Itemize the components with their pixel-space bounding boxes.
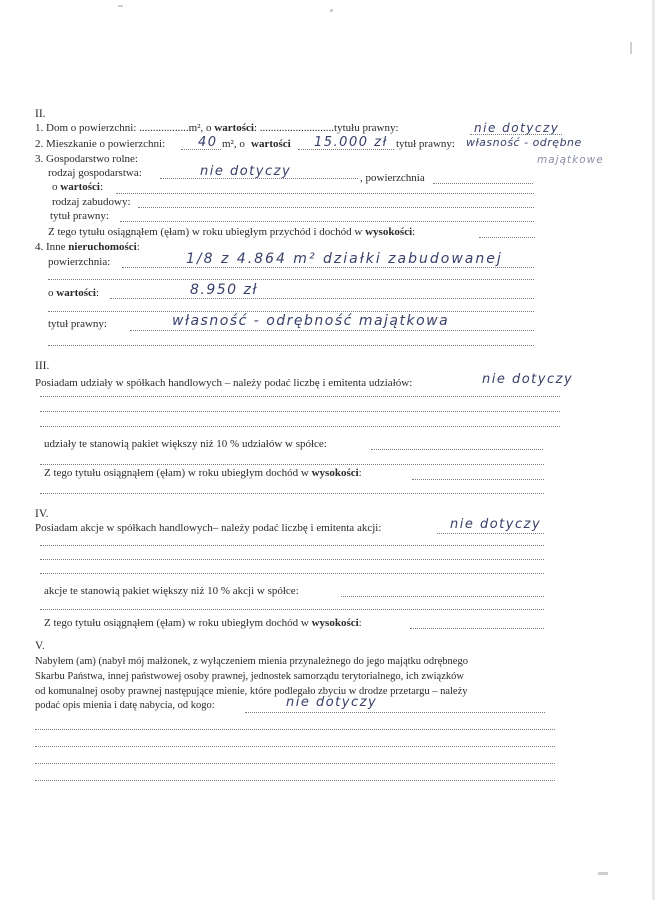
mieszkanie-value-label: wartości — [251, 138, 291, 150]
section-ii-heading: II. — [35, 108, 46, 120]
inne-tytul-value: własność - odrębność majątkowa — [172, 313, 450, 329]
udzialy-wysokosci-label: wysokości — [311, 467, 359, 479]
inne-wartosci-row: o wartości: — [48, 287, 100, 299]
inne-nieruchomosci-label: nieruchomości — [68, 241, 137, 253]
mienie-dots — [245, 712, 545, 713]
mieszkanie-title-handwritten-2: majątkowe — [537, 154, 604, 166]
gospodarstwo-dochod-row: Z tego tytułu osiągnąłem (ęłam) w roku ubiegłym przychód i dochód w wysokości: — [48, 226, 416, 238]
gospodarstwo-powierzchnia-label: , powierzchnia — [360, 172, 425, 184]
gospodarstwo-tytul-label: tytuł prawny: — [50, 210, 109, 222]
gospodarstwo-zabudowa-label: rodzaj zabudowy: — [52, 196, 131, 208]
gospodarstwo-wysokosci-label: wysokości — [365, 226, 413, 238]
udzialy-dochod-dots-2 — [40, 493, 544, 494]
inne-powierzchnia-dots — [122, 267, 534, 268]
inne-o: o — [48, 287, 54, 299]
akcje-pakiet-dots-2 — [40, 609, 544, 610]
udzialy-pakiet-dots-2 — [40, 464, 544, 465]
gospodarstwo-tytul-dots — [120, 221, 534, 222]
section-iv-heading: IV. — [35, 508, 49, 520]
mienie-value: nie dotyczy — [286, 695, 378, 710]
scan-speck — [118, 5, 123, 7]
inne-blank-dots-3 — [48, 345, 534, 346]
udzialy-pakiet-dots — [371, 449, 543, 450]
gospodarstwo-rodzaj-label: rodzaj gospodarstwa: — [48, 167, 142, 179]
mieszkanie-label: 2. Mieszkanie o powierzchni: — [35, 138, 166, 150]
dom-value-label: wartości — [214, 122, 254, 134]
akcje-dots-1 — [40, 545, 544, 546]
akcje-value: nie dotyczy — [450, 517, 542, 532]
scan-speck — [330, 9, 333, 12]
mienie-dots-3 — [35, 763, 555, 764]
akcje-dots-2 — [40, 559, 544, 560]
inne-row: 4. Inne nieruchomości: — [35, 241, 140, 253]
udzialy-dots-1 — [40, 396, 560, 397]
inne-blank-dots-2 — [48, 311, 534, 312]
akcje-dots — [437, 533, 544, 534]
gospodarstwo-dochod-dots — [479, 237, 535, 238]
gospodarstwo-o: o — [52, 181, 58, 193]
dom-tail: : ...........................tytułu prawny: — [254, 122, 399, 134]
dom-title-handwritten: nie dotyczy — [474, 121, 560, 135]
akcje-dochod-label: Z tego tytułu osiągnąłem (ęłam) w roku ubiegłym dochód w — [44, 617, 309, 629]
udzialy-dots-2 — [40, 411, 560, 412]
udzialy-dochod-label: Z tego tytułu osiągnąłem (ęłam) w roku ubiegłym dochód w — [44, 467, 309, 479]
inne-tytul-dots — [130, 330, 534, 331]
akcje-label: Posiadam akcje w spółkach handlowych– należy podać liczbę i emitenta akcji: — [35, 522, 382, 534]
mienie-dots-2 — [35, 746, 555, 747]
mieszkanie-area-value: 40 — [198, 135, 218, 150]
gospodarstwo-zabudowa-dots — [138, 207, 534, 208]
mienie-line-1: Nabyłem (am) (nabył mój małżonek, z wyłączeniem mienia przynależnego do jego majątku odrębnego — [35, 656, 468, 667]
mieszkanie-title-handwritten: własność - odrębne — [466, 136, 582, 149]
inne-powierzchnia-value: 1/8 z 4.864 m² działki zabudowanej — [186, 251, 503, 267]
gospodarstwo-wartosci-row: o wartości: — [52, 181, 104, 193]
akcje-wysokosci-label: wysokości — [311, 617, 359, 629]
inne-label: 4. Inne — [35, 241, 66, 253]
inne-wartosci-dots — [110, 298, 534, 299]
gospodarstwo-wartosci-dots — [116, 193, 534, 194]
mienie-dots-1 — [35, 729, 555, 730]
scan-speck — [598, 872, 608, 875]
inne-tytul-label: tytuł prawny: — [48, 318, 107, 330]
gospodarstwo-wartosci-label: wartości — [60, 181, 100, 193]
mienie-dots-4 — [35, 780, 555, 781]
mieszkanie-title-label: tytuł prawny: — [396, 138, 455, 150]
section-v-heading: V. — [35, 640, 45, 652]
mienie-line-4: podać opis mienia i datę nabycia, od kogo: — [35, 700, 215, 711]
gospodarstwo-dochod-label: Z tego tytułu osiągnąłem (ęłam) w roku ubiegłym przychód i dochód w — [48, 226, 363, 238]
dom-title-dots — [470, 134, 562, 135]
inne-powierzchnia-label: powierzchnia: — [48, 256, 111, 268]
akcje-pakiet-dots — [341, 596, 544, 597]
udzialy-pakiet-label: udziały te stanowią pakiet większy niż 10 % udziałów w spółce: — [44, 438, 327, 450]
gospodarstwo-powierzchnia-dots — [433, 183, 533, 184]
scan-speck — [630, 42, 632, 54]
mieszkanie-value: 15.000 zł — [314, 135, 388, 150]
udzialy-value: nie dotyczy — [482, 372, 574, 387]
mienie-line-3: od komunalnej osoby prawnej następujące mienie, które podlegało zbyciu w drodze przetargu – należy — [35, 686, 468, 697]
inne-blank-dots-1 — [48, 279, 534, 280]
udzialy-dots-3 — [40, 426, 560, 427]
akcje-dochod-row: Z tego tytułu osiągnąłem (ęłam) w roku ubiegłym dochód w wysokości: — [44, 617, 362, 629]
udzialy-label: Posiadam udziały w spółkach handlowych – należy podać liczbę i emitenta udziałów: — [35, 377, 413, 389]
mieszkanie-unit: m², o — [222, 138, 245, 150]
udzialy-dochod-dots — [412, 479, 544, 480]
section-iii-heading: III. — [35, 360, 50, 372]
dom-label: 1. Dom o powierzchni: ..................m², o — [35, 122, 212, 134]
mienie-line-2: Skarbu Państwa, innej państwowej osoby prawnej, jednostek samorządu terytorialnego, ich związków — [35, 671, 464, 682]
akcje-dochod-dots — [410, 628, 544, 629]
dom-row — [35, 122, 399, 134]
inne-wartosci-value: 8.950 zł — [190, 282, 258, 298]
akcje-pakiet-label: akcje te stanowią pakiet większy niż 10 % akcji w spółce: — [44, 585, 299, 597]
gospodarstwo-rodzaj-value: nie dotyczy — [200, 164, 292, 179]
akcje-dots-3 — [40, 573, 544, 574]
udzialy-dochod-row: Z tego tytułu osiągnąłem (ęłam) w roku ubiegłym dochód w wysokości: — [44, 467, 362, 479]
inne-wartosci-label: wartości — [56, 287, 96, 299]
gospodarstwo-label: 3. Gospodarstwo rolne: — [35, 153, 138, 165]
